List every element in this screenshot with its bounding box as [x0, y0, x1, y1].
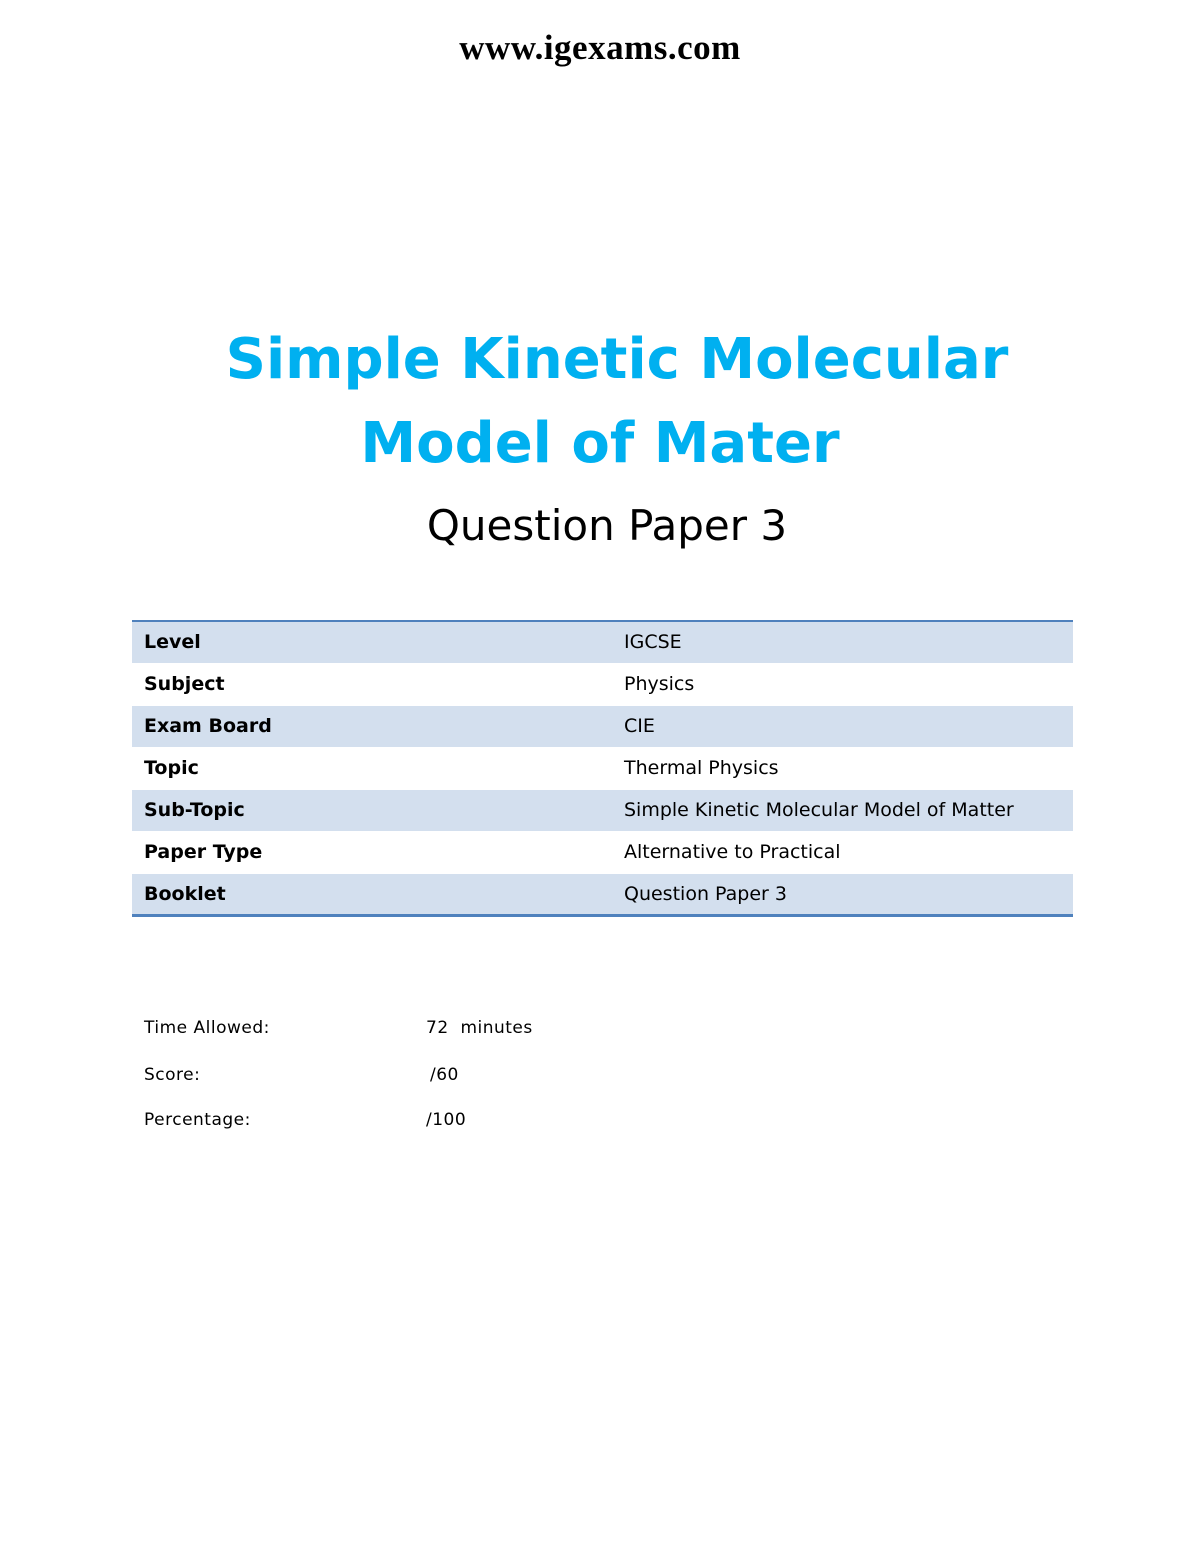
table-row	[132, 621, 1073, 663]
table-row	[132, 747, 1073, 789]
row-label: Exam Board	[132, 705, 600, 747]
table-row	[132, 789, 1073, 831]
table-row	[132, 831, 1073, 873]
header-url: www.igexams.com	[459, 28, 741, 67]
row-label: Topic	[132, 747, 600, 789]
row-value: Alternative to Practical	[600, 831, 1073, 873]
title-block	[0, 318, 1200, 556]
score-label: Score:	[144, 1065, 201, 1085]
table-row	[132, 705, 1073, 747]
row-value: Physics	[600, 663, 1073, 705]
row-value: CIE	[600, 705, 1073, 747]
title-line-1: Simple Kinetic Molecular	[225, 327, 1009, 392]
row-value: Question Paper 3	[600, 873, 1073, 915]
row-label: Subject	[132, 663, 600, 705]
table-row	[132, 663, 1073, 705]
percentage-value: /100	[426, 1110, 467, 1130]
row-value: Thermal Physics	[600, 747, 1073, 789]
row-value: IGCSE	[600, 621, 1073, 663]
percentage-label: Percentage:	[144, 1110, 251, 1130]
row-label: Booklet	[132, 873, 600, 915]
row-value: Simple Kinetic Molecular Model of Matter	[600, 789, 1073, 831]
score-value: /60	[430, 1065, 459, 1085]
row-label: Level	[132, 621, 600, 663]
row-label: Paper Type	[132, 831, 600, 873]
row-label: Sub-Topic	[132, 789, 600, 831]
subtitle: Question Paper 3	[426, 501, 788, 550]
title-line-2: Model of Mater	[360, 411, 840, 476]
info-table	[132, 620, 1073, 917]
table-row	[132, 873, 1073, 915]
time-allowed-label: Time Allowed:	[144, 1018, 270, 1038]
time-allowed-value: 72 minutes	[426, 1018, 533, 1038]
